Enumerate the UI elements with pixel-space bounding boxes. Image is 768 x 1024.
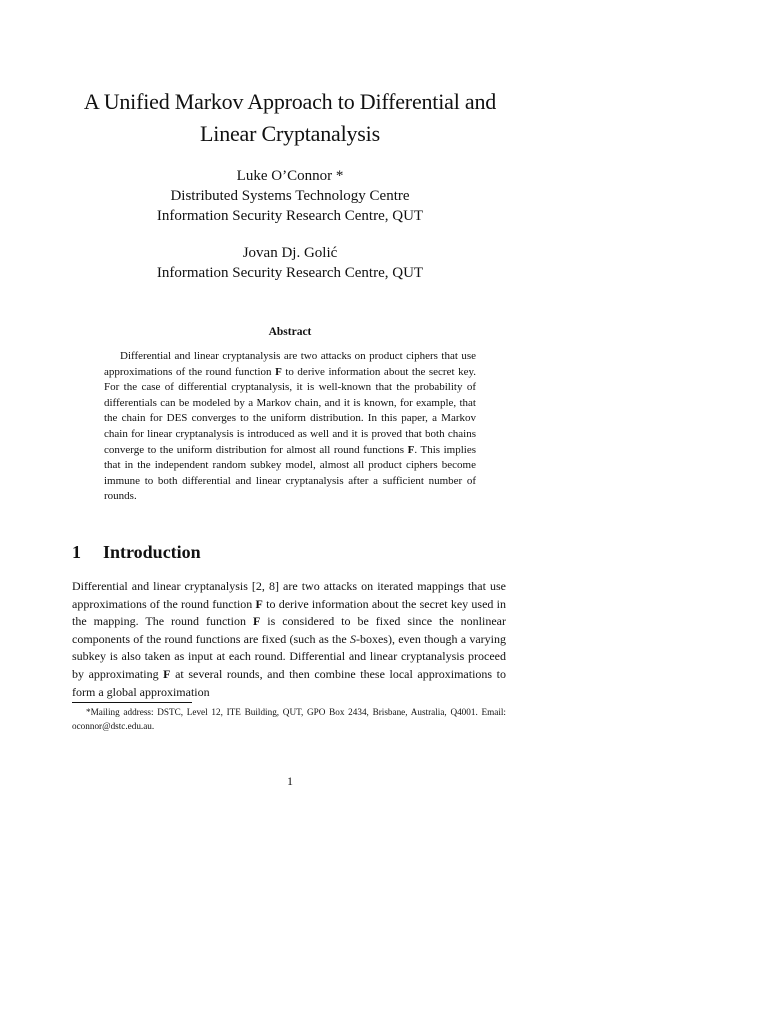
section-number: 1 [72,542,81,562]
author-block-2 [60,243,520,283]
symbol-F: F [407,443,415,456]
abstract-text [104,349,476,505]
author-affiliation: Information Security Research Centre, QUT [156,265,424,281]
abstract-part: Differential and linear cryptanalysis are two attacks on product ciphers that use approximations of the round function [104,350,476,378]
author-affiliation: Information Security Research Centre, QUT [156,208,424,224]
page-number: 1 [287,774,293,788]
title-line-2: Linear Cryptanalysis [200,121,380,146]
paper-title [60,86,520,150]
intro-part: to derive information about the secret key used in the mapping. The round function [72,596,507,629]
intro-part: at several rounds, and then combine these local approximations to form a global approximation [72,666,507,699]
footnote: *Mailing address: DSTC, Level 12, ITE Building, QUT, GPO Box 2434, Brisbane, Australia, Q4001. Email: oconnor@dstc.edu.au. [72,707,506,731]
section-heading [72,542,201,563]
author-name: Jovan Dj. Golić [242,245,338,261]
intro-part: -boxes), even though a varying subkey is also taken as input at each round. Differential and linear cryptanalysis proceed by approximating [72,631,506,681]
symbol-F: F [275,365,282,378]
author-affiliation: Distributed Systems Technology Centre [170,188,410,204]
intro-part: Differential and linear cryptanalysis [2, 8] are two attacks on iterated mappings that use approximations of the round function [72,579,506,611]
author-block-1 [60,166,520,226]
title-line-1: A Unified Markov Approach to Differential and [83,89,497,114]
symbol-F: F [252,614,261,629]
author-name: Luke O’Connor * [236,168,344,184]
symbol-S: S [349,631,356,646]
abstract-part: . This implies that in the independent random subkey model, almost all product ciphers become immune to both differential and linear cryptanalysis after a sufficient number of rounds. [104,443,476,503]
section-title: Introduction [103,542,201,562]
footnote-rule [72,702,192,703]
abstract-part: to derive information about the secret key. For the case of differential cryptanalysis, it is well-known that the probability of differentials can be modeled by a Markov chain, and it is known, for example, that the chain for DES converges to the uniform distribution. In this paper, a Markov chain for linear cryptanalysis is introduced as well and it is proved that both chains converge to the uniform distribution for almost all round functions [104,365,476,456]
intro-paragraph [72,578,506,701]
symbol-F: F [255,596,263,611]
intro-part: is considered to be fixed since the nonlinear components of the round functions are fixed (such as the [72,614,506,646]
symbol-F: F [163,666,171,681]
abstract-heading: Abstract [268,326,312,338]
